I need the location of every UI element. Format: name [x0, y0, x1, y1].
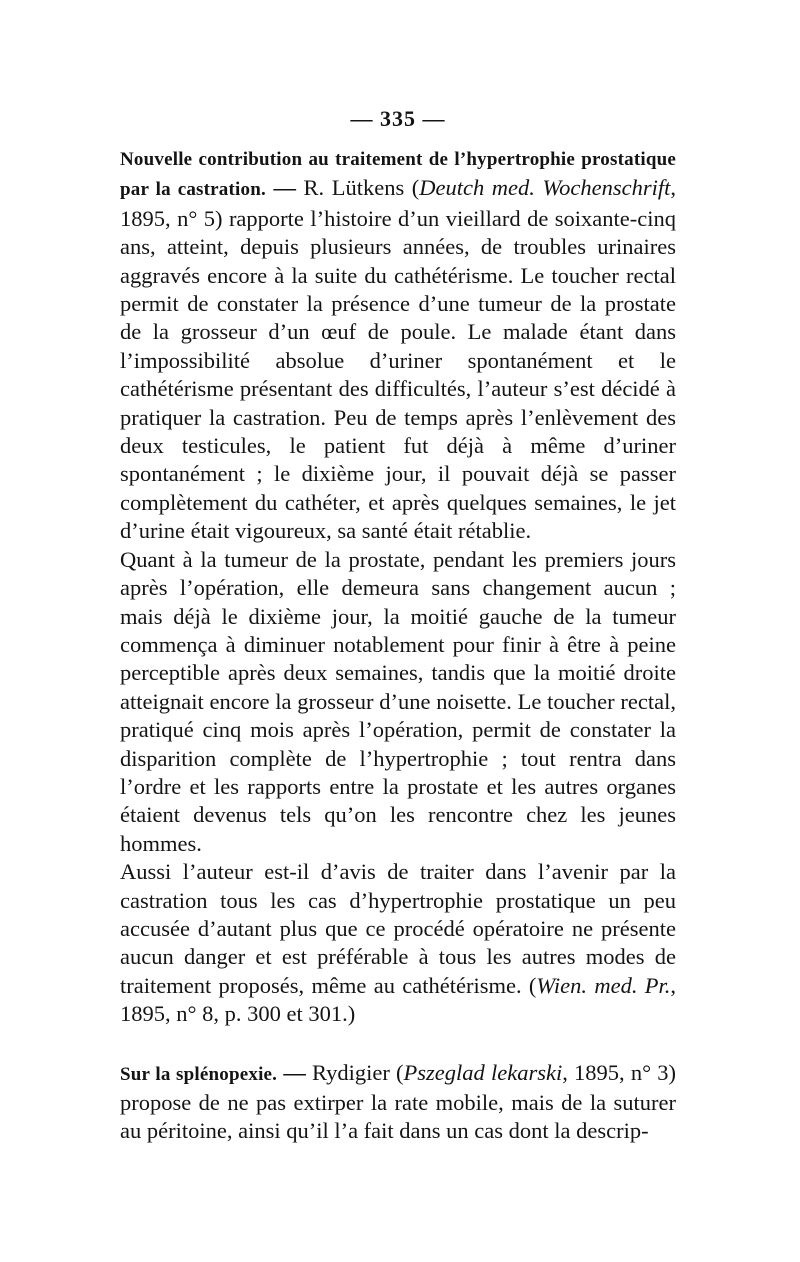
- article-2-journal: Pszeglad lekarski: [403, 1059, 563, 1085]
- page-content: [120, 104, 676, 1146]
- article-1-paragraph-1: [120, 144, 676, 546]
- article-1-paragraph-3-reference: , 1895, n° 8, p. 300 et 301.): [120, 972, 677, 1027]
- article-1-paragraph-2: Quant à la tumeur de la prostate, pendant les premiers jours après l’opération, elle demeura sans changement aucun ; mais déjà le dixième jour, la moitié gauche de la tumeur commença à diminuer notablement pour finir à être à peine perceptible après deux semaines, tandis que la moitié droite atteignait encore la grosseur d’une noisette. Le toucher rectal, pratiqué cinq mois après l’opération, permit de constater la disparition complète de l’hypertrophie ; tout rentra dans l’ordre et les rapports entre la prostate et les autres organes étaient devenus tels qu’on les rencontre chez les jeunes hommes.: [120, 546, 676, 856]
- article-1-body: rapporte l’histoire d’un vieillard de soixante-cinq ans, atteint, depuis plusieurs années, de troubles urinaires aggravés encore à la suite du cathétérisme. Le toucher rectal permit de constater la présence d’une tumeur de la prostate de la grosseur d’un œuf de poule. Le malade étant dans l’impossibilité absolue d’uriner spontanément et le cathétérisme présentant des difficultés, l’auteur s’est décidé à pratiquer la castration. Peu de temps après l’enlèvement des deux testicules, le patient fut déjà à même d’uriner spontanément ; le dixième jour, il pouvait déjà se passer complètement du cathéter, et après quelques semaines, le jet d’urine était vigoureux, sa santé était rétablie.: [120, 205, 676, 544]
- article-1-reference: , 1895, n° 5): [120, 175, 677, 231]
- article-1-paragraph-3-journal: Wien. med. Pr.: [536, 972, 671, 998]
- section-gap: [120, 1029, 676, 1059]
- article-1-paragraph-3-text: Aussi l’auteur est-il d’avis de traiter dans l’avenir par la castration tous les cas d’hypertrophie prostatique un peu accusée d’autant plus que ce procédé opératoire ne présente aucun danger et est préférable à tous les autres modes de traitement proposés, même au cathétérisme. (: [120, 859, 676, 998]
- article-1-paragraph-3: [120, 858, 676, 1028]
- article-2-paragraph-1: [120, 1059, 676, 1146]
- article-2-title: Sur la splénopexie.: [120, 1063, 278, 1085]
- article-1-title: Nouvelle contribution au traitement de l’hypertrophie prostatique par la castration.: [120, 149, 676, 201]
- page-number: — 335 —: [350, 106, 446, 131]
- article-1-dash: —: [273, 175, 296, 201]
- article-2-body: , 1895, n° 3) propose de ne pas extirper la rate mobile, mais de la suturer au péritoine, ainsi qu’il l’a fait dans un cas dont la descrip-: [120, 1059, 677, 1144]
- article-1-author: R. Lütkens (: [303, 175, 420, 201]
- article-2-dash: —: [283, 1059, 306, 1085]
- article-1-journal: Deutch med. Wochenschrift: [419, 175, 671, 201]
- article-2-author: Rydigier (: [312, 1059, 404, 1085]
